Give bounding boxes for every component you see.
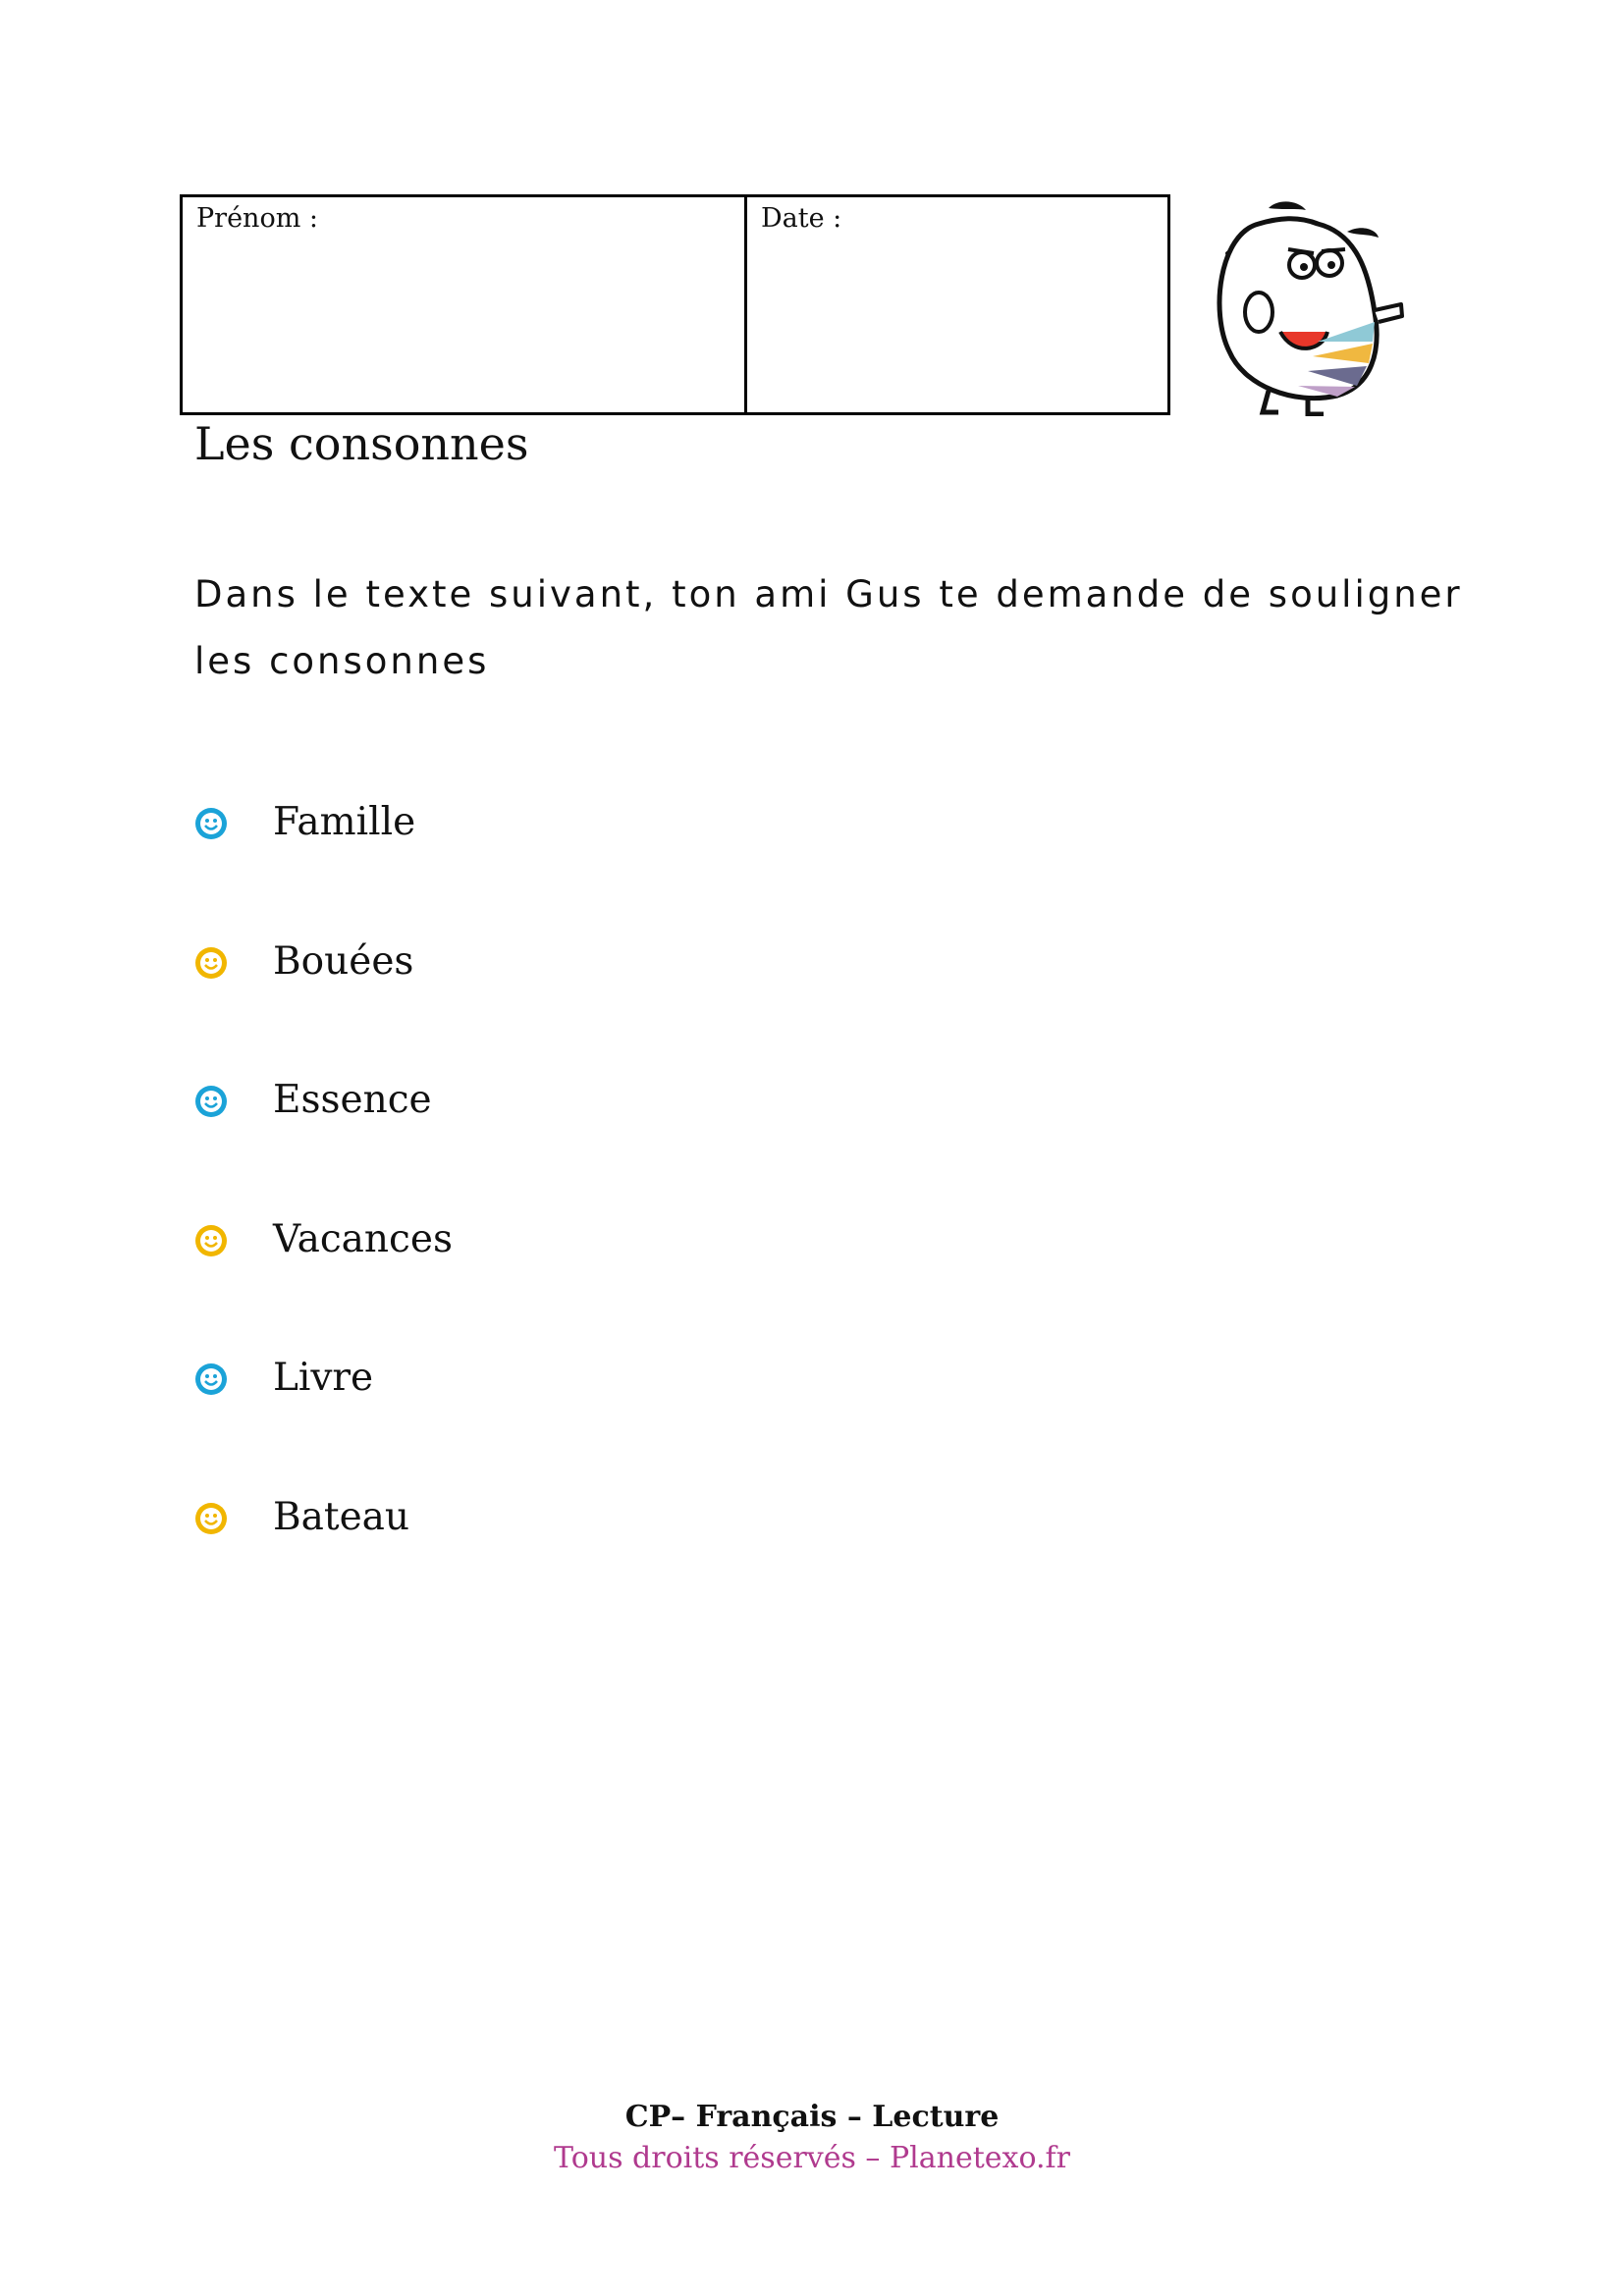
page-title: Les consonnes [194,417,529,470]
smiley-icon [194,1085,228,1118]
student-info-box [180,194,1170,415]
word-item-vacances [194,1210,453,1350]
word-text: Vacances [273,1216,453,1261]
footer-rights: Tous droits réservés – Planetexo.fr [554,2141,1070,2175]
word-item-bouees [194,933,453,1072]
word-item-bateau [194,1488,453,1628]
prenom-field[interactable] [183,197,747,412]
smiley-icon [194,807,228,840]
gus-mascot-illustration [1200,194,1408,416]
smiley-icon [194,1224,228,1257]
word-text: Bateau [273,1494,410,1539]
footer-course: CP– Français – Lecture [624,2100,1000,2134]
word-text: Essence [273,1078,432,1122]
word-item-livre [194,1349,453,1488]
date-field[interactable] [747,197,1167,412]
smiley-icon [194,946,228,980]
date-label: Date : [761,203,842,234]
page-footer [0,2097,1624,2179]
smiley-icon [194,1502,228,1535]
word-text: Livre [273,1356,374,1400]
prenom-label: Prénom : [196,203,318,234]
word-text: Bouées [273,938,414,984]
word-list [194,793,453,1627]
smiley-icon [194,1362,228,1396]
word-item-famille [194,793,453,933]
word-item-essence [194,1071,453,1210]
exercise-instructions: Dans le texte suivant, ton ami Gus te demande de souligner les consonnes [194,573,1463,682]
word-text: Famille [273,800,416,844]
